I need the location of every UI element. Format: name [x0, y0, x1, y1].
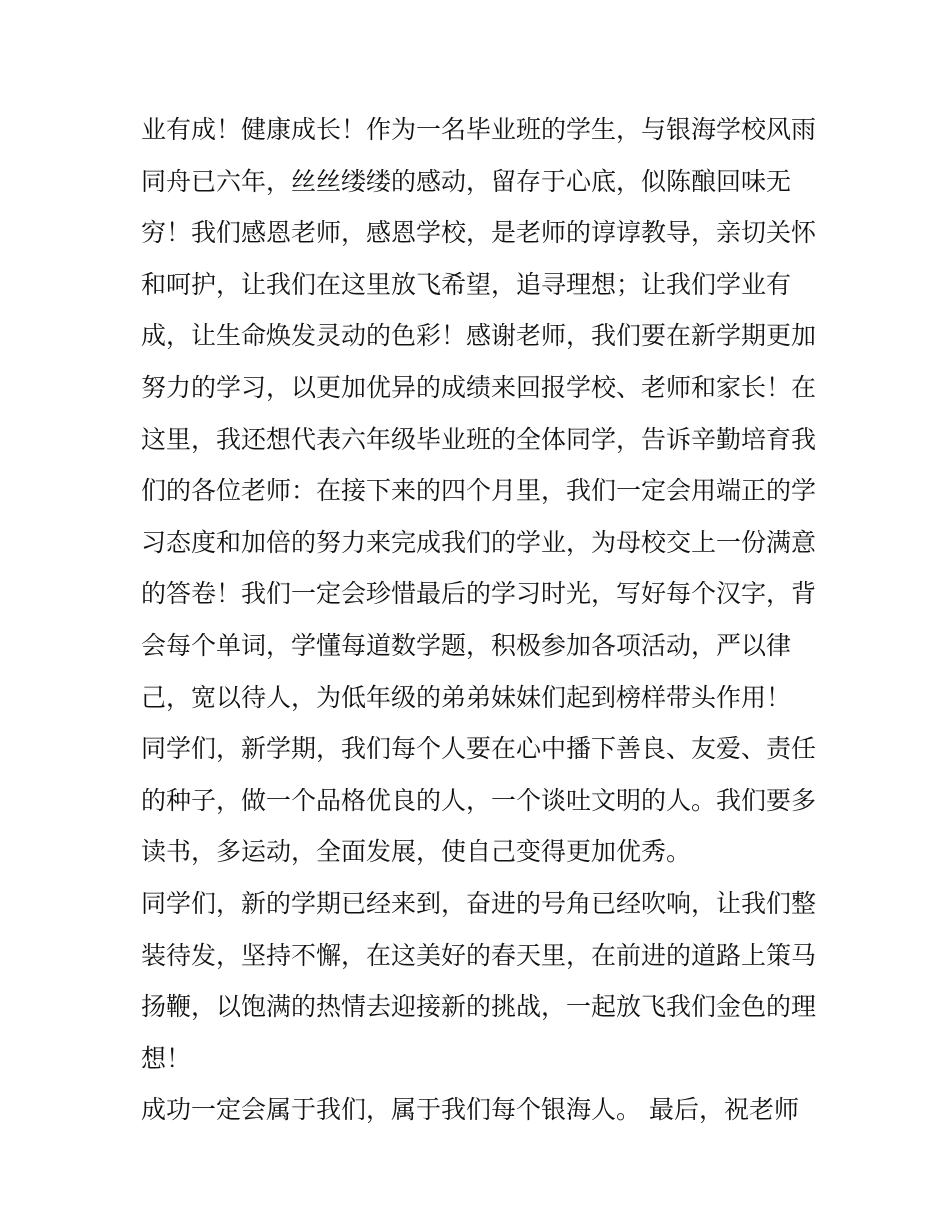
text-line: 同学们，新学期，我们每个人要在心中播下善良、友爱、责任	[141, 734, 817, 764]
text-line: 己，宽以待人，为低年级的弟弟妹妹们起到榜样带头作用！	[141, 682, 792, 712]
text-line: 成，让生命焕发灵动的色彩！感谢老师，我们要在新学期更加	[141, 321, 817, 351]
text-line: 和呵护，让我们在这里放飞希望，追寻理想；让我们学业有	[141, 269, 792, 299]
body-text	[141, 104, 821, 1136]
text-line: 扬鞭，以饱满的热情去迎接新的挑战，一起放飞我们金色的理	[141, 992, 817, 1022]
text-line: 业有成！健康成长！作为一名毕业班的学生，与银海学校风雨	[141, 115, 817, 144]
text-line: 努力的学习，以更加优异的成绩来回报学校、老师和家长！在	[141, 372, 817, 402]
text-line: 的答卷！我们一定会珍惜最后的学习时光，写好每个汉字，背	[141, 579, 817, 609]
text-line: 们的各位老师：在接下来的四个月里，我们一定会用端正的学	[141, 476, 817, 506]
text-line: 装待发，坚持不懈，在这美好的春天里，在前进的道路上策马	[141, 940, 817, 970]
text-line: 习态度和加倍的努力来完成我们的学业，为母校交上一份满意	[141, 527, 817, 557]
text-line: 想！	[141, 1043, 192, 1073]
text-line: 成功一定会属于我们，属于我们每个银海人。 最后，祝老师	[141, 1095, 799, 1125]
text-line: 读书，多运动，全面发展，使自己变得更加优秀。	[141, 837, 692, 867]
text-line: 会每个单词，学懂每道数学题，积极参加各项活动，严以律	[141, 630, 792, 660]
text-line: 同学们，新的学期已经来到，奋进的号角已经吹响，让我们整	[141, 888, 817, 918]
text-line: 穷！我们感恩老师，感恩学校，是老师的谆谆教导，亲切关怀	[141, 218, 817, 248]
text-line: 同舟已六年，丝丝缕缕的感动，留存于心底，似陈酿回味无	[141, 166, 792, 196]
text-line: 的种子，做一个品格优良的人，一个谈吐文明的人。我们要多	[141, 785, 817, 815]
text-line: 这里，我还想代表六年级毕业班的全体同学，告诉辛勤培育我	[141, 424, 817, 454]
